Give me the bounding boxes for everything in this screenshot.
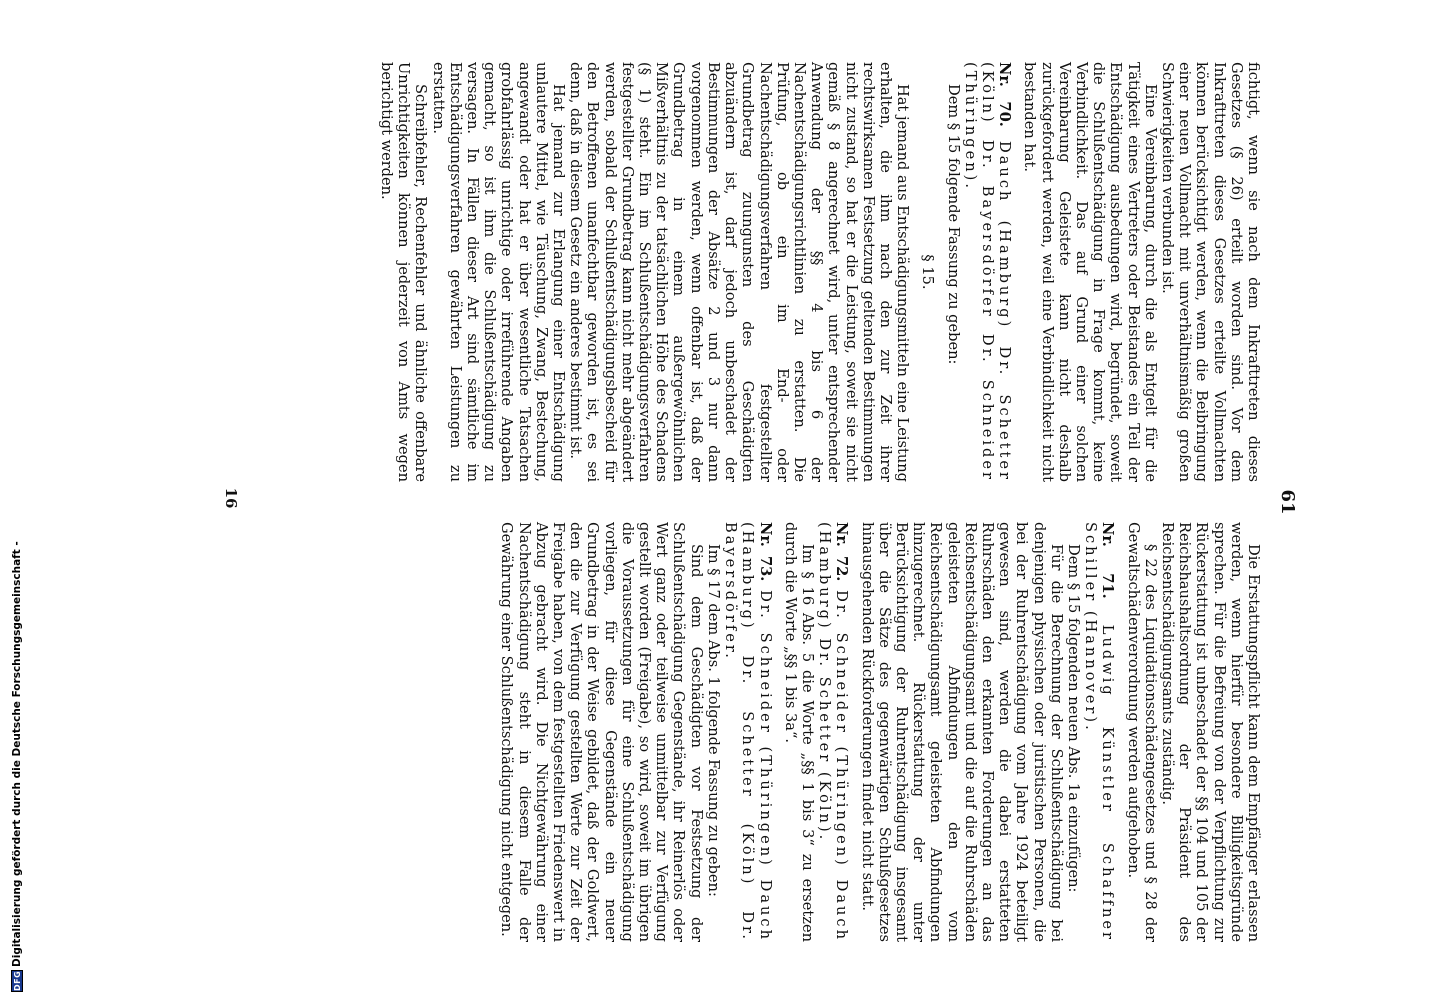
digitization-notice-text: Digitalisierung gefördert durch die Deutsche Forschungsgemeinschaft - — [11, 541, 23, 967]
motion-intro: Im § 17 dem Abs. 1 folgende Fassung zu geben: — [704, 544, 722, 897]
scanned-page — [148, 52, 1298, 952]
motion-signatories: Dr. Schneider (Thüringen) Dauch (Hamburg) Dr. Schetter (Köln) Dr. Bayersdörfer. — [722, 522, 774, 942]
paragraph: Eine Vereinbarung, durch die als Entgelt für die Tätigkeit eines Vertreters oder Beistandes ein Teil der Entschädigung ausbedungen wird, begründet, soweit die Schlußentschädigung in Frage kommt, keine Verbindlichkeit. Das auf Grund einer solchen Vereinbarung Geleistete kann nicht deshalb zurückgefordert werden, weil eine Verbindlichkeit nicht bestanden hat. — [1021, 62, 1159, 482]
section-heading: § 15. — [919, 254, 937, 290]
motion-signatories: Dauch (Hamburg) Dr. Schetter (Köln) Dr. Bayersdörfer Dr. Schneider (Thüringen). — [961, 62, 1014, 482]
motion-header — [722, 522, 774, 942]
paragraph: Hat jemand zur Erlangung einer Entschädigung unlautere Mittel, wie Täuschung, Zwang, Bestechung, angewandt oder hat er über wesentliche Tatsachen grobfahrlässig unrichtige oder irreführende Angaben gemacht, so ist ihm die Schlußentschädigung zu versagen. In Fällen dieser Art sind sämtliche im Entschädigungsverfahren gewährten Leistungen zu erstatten. — [429, 62, 568, 482]
page-number: 61 — [1277, 489, 1298, 515]
paragraph: fichtigt, wenn sie nach dem Inkrafttreten dieses Gesetzes (§ 26) erteilt worden sind. Vor dem Inkrafttreten dieses Gesetzes erteilte Vollmachten können berücksichtigt werden, wenn die Beibringung einer neuen Vollmacht mit unverhältnismäßig großen Schwierigkeiten verbunden ist. — [1158, 62, 1262, 482]
motion-header — [1082, 522, 1116, 942]
motion-signatories: Dr. Schneider (Thüringen) Dauch (Hamburg) Dr. Schetter (Köln). — [816, 522, 851, 942]
sheet-signature: 16 — [222, 487, 240, 509]
digitization-notice — [0, 0, 22, 1000]
motion-number: Nr. 72. — [833, 522, 851, 582]
motion-header — [962, 62, 1014, 482]
motion-header — [816, 522, 850, 942]
dfg-logo: DFG — [13, 970, 22, 991]
motion-intro: Dem § 15 folgende Fassung zu geben: — [944, 84, 962, 365]
motion-signatories: Ludwig Künstler Schaffner Schiller (Hannover). — [1082, 522, 1117, 943]
paragraph: Im § 16 Abs. 5 die Worte „§§ 1 bis 3“ zu ersetzen durch die Worte „§§ 1 bis 3a“. — [781, 522, 816, 942]
motion-number: Nr. 70. — [996, 62, 1014, 127]
motion-intro: Dem § 15 folgenden neuen Abs. 1a einzufügen: — [1064, 544, 1082, 893]
paragraph: Für die Berechnung der Schlußentschädigung bei denjenigen physischen oder juristischen Personen, die bei der Ruhrentschädigung vom Jahre 1924 beteiligt gewesen sind, werden die dabei erstatteten Ruhrschäden den erkannten Forderungen an das Reichsentschädigungsamt und die auf die Ruhrschäden geleisteten Abfindungen den vom Reichsentschädigungsamt geleisteten Abfindungen hinzugerechnet. Rückerstattung der unter Berücksichtigung der Ruhrentschädigung insgesamt über die Sätze des gegenwärtigen Schlußgesetzes hinausgehenden Rückforderungen findet nicht statt. — [858, 522, 1065, 942]
right-column — [498, 522, 1262, 942]
motion-number: Nr. 73. — [756, 522, 774, 582]
paragraph: Schreibfehler, Rechenfehler und ähnliche offenbare Unrichtigkeiten können jederzeit von Amts wegen berichtigt werden. — [378, 62, 430, 482]
paragraph: § 22 des Liquidationsschädengesetzes und § 28 der Gewaltschädenverordnung werden aufgehoben. — [1124, 522, 1159, 942]
left-column — [378, 62, 1262, 482]
paragraph: Sind dem Geschädigten vor Festsetzung der Schlußentschädigung Gegenstände, ihr Reinerlös oder Wert ganz oder teilweise unmittelbar zur Verfügung gestellt worden (Freigabe), so wird, soweit im übrigen die Voraussetzungen für eine Schlußentschädigung vorliegen, für diese Gegenstände ein neuer Grundbetrag in der Weise gebildet, daß der Goldwert, den die zur Verfügung gestellten Werte zur Zeit der Freigabe haben, von dem festgestellten Friedenswert in Abzug gebracht wird. Die Nichtgewährung einer Nachentschädigung steht in diesem Falle der Gewährung einer Schlußentschädigung nicht entgegen. — [498, 522, 705, 942]
paragraph: Hat jemand aus Entschädigungsmitteln eine Leistung erhalten, die ihm nach den zur Zeit ihrer rechtswirksamen Festsetzung geltenden Bestimmungen nicht zustand, so hat er die Leistung, soweit sie nicht gemäß § 8 angerechnet wird, unter entsprechender Anwendung der §§ 4 bis 6 der Nachentschädigungsrichtlinien zu erstatten. Die Prüfung, ob ein im End- oder Nachentschädigungsverfahren festgestellter Grundbetrag zuungunsten des Geschädigten abzuändern ist, darf jedoch unbeschadet der Bestimmungen der Absätze 2 und 3 nur dann vorgenommen werden, wenn offenbar ist, daß der Grundbetrag in einem außergewöhnlichen Mißverhältnis zu der tatsächlichen Höhe des Schadens (§ 1) steht. Ein im Schlußentschädigungsverfahren festgestellter Grundbetrag kann nicht mehr abgeändert werden, sobald der Schlußentschädigungsbescheid für den Betroffenen unanfechtbar geworden ist, es sei denn, daß in diesem Gesetz ein anderes bestimmt ist. — [567, 62, 912, 482]
paragraph: Die Erstattungspflicht kann dem Empfänger erlassen werden, wenn hierfür besondere Billigkeitsgründe sprechen. Für die Befreiung von der Verpflichtung zur Rückerstattung ist unbeschadet der §§ 104 und 105 der Reichshaushaltsordnung der Präsident des Reichsentschädigungsamts zuständig. — [1158, 522, 1262, 942]
motion-number: Nr. 71. — [1099, 522, 1117, 599]
